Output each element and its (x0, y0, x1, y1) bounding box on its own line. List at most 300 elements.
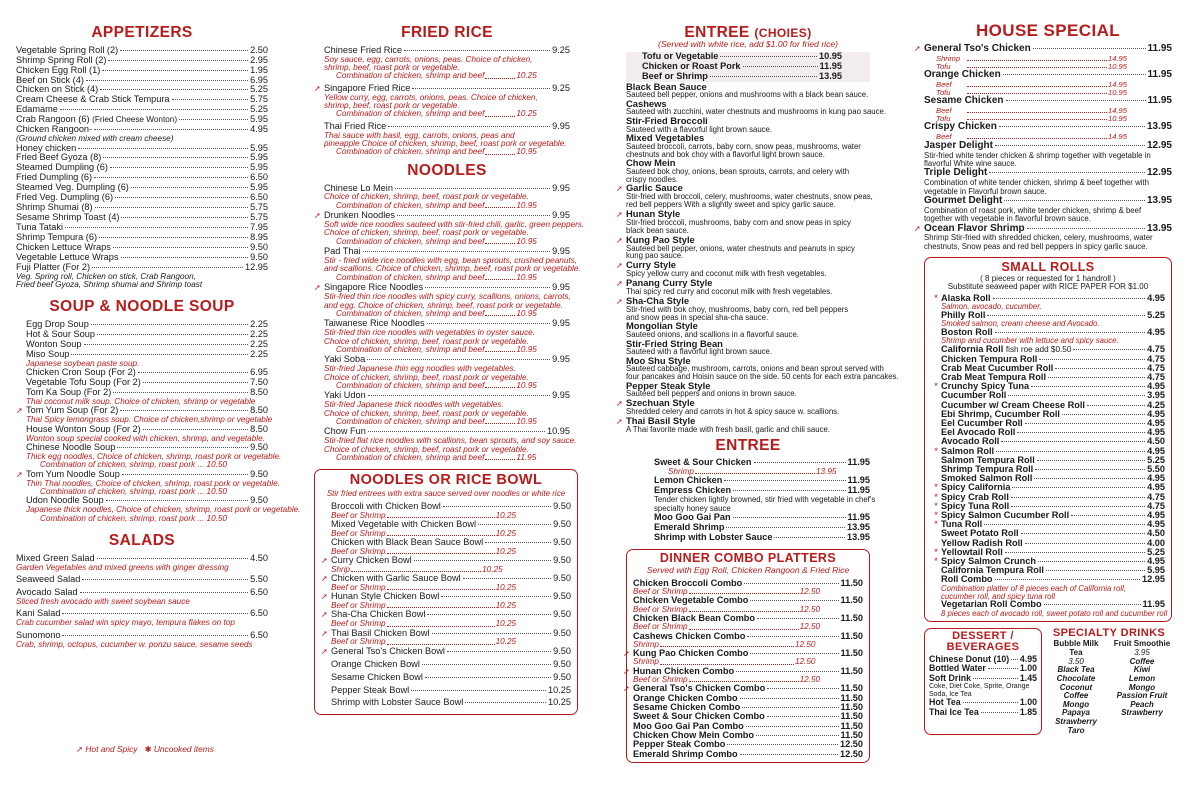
item-price: 13.95 (847, 532, 870, 543)
item-name-text: Chicken Broccoli Combo (633, 577, 743, 588)
entree-style-desc: Sauteed with a flavorful light brown sauce. (626, 124, 773, 134)
dot-leader (756, 735, 839, 736)
combination-price: 10.95 (516, 344, 537, 354)
alt-name: Beef or Shrimp (331, 637, 386, 647)
item-price: 9.50 (553, 591, 571, 602)
small-rolls-box (924, 257, 1172, 621)
item-name-text: Crab Meat Cucumber Roll (941, 362, 1054, 373)
item-name-text: Fried Dumpling (6) (16, 172, 93, 183)
combination-price: 10.25 (516, 71, 537, 81)
item-name-text: California Roll (941, 344, 1004, 355)
dessert-title: DESSERT / (952, 629, 1014, 642)
specialty-title: SPECIALTY DRINKS (1052, 626, 1166, 639)
item-price: 11.95 (1147, 95, 1172, 107)
item-price: 9.50 (553, 627, 571, 638)
specialty-box (1042, 628, 1172, 736)
alt-name: Shrip (331, 564, 351, 574)
entree-style-desc: Sauteed bell peppers and onions in brown sauce. (626, 389, 797, 399)
item-name-text: Chinese Lo Mein (324, 182, 393, 193)
appetizers-list (16, 46, 268, 290)
item-price: 9.95 (552, 182, 570, 193)
item-price: 3.95 (1147, 390, 1165, 401)
item-name-text: Spicy Salmon Crunch (941, 555, 1036, 566)
dot-leader (1011, 506, 1145, 507)
item-description: Thai sauce with basil, egg, carrots, onions, peas and (324, 130, 515, 140)
alt-name: Beef or Shrimp (331, 619, 386, 629)
item-price: 9.25 (552, 82, 570, 93)
smoothie-flavor: Passion Fruit (1116, 691, 1168, 701)
alt-price: 12.50 (794, 639, 816, 649)
item-name-text: Sesame Chicken (924, 95, 1004, 107)
dot-leader (387, 618, 495, 626)
hot-spicy-icon: ➚ (321, 646, 328, 656)
item-name (633, 750, 738, 759)
item-description: Wonton soup special cooked with chicken, shrimp, and vegetable. (26, 433, 265, 443)
item-price: 11.50 (840, 612, 863, 623)
item-name-text: Cucumber Roll (941, 390, 1007, 401)
dot-leader (660, 639, 794, 647)
item-description: Combination platter of 8 pieces each of California roll, (941, 583, 1127, 593)
item-name (331, 647, 445, 657)
item-price: 4.95 (1147, 509, 1165, 520)
item-price: 4.75 (1147, 500, 1165, 511)
combination-text: Combination of chicken, shrimp and beef (336, 380, 485, 390)
combination-price: 10.95 (516, 236, 537, 246)
dot-leader (1001, 441, 1145, 442)
item-price: 9.95 (552, 246, 570, 257)
item-price: 4.95 (1147, 327, 1165, 338)
item-price: 10.95 (819, 51, 842, 62)
dot-leader (117, 447, 248, 448)
combo-title: DINNER COMBO PLATTERS (659, 550, 837, 565)
uncooked-star-icon: * (934, 555, 938, 566)
item-price: 8.95 (250, 231, 268, 242)
item-name-text: Orange Chicken (924, 69, 1001, 81)
hot-spicy-icon: ➚ (616, 261, 623, 271)
item-name-text: Tuna Tataki (16, 222, 63, 233)
alt-name: Beef or Shrimp (331, 583, 386, 593)
menu-item (321, 647, 571, 657)
item-price: 6.50 (250, 608, 268, 619)
entree-style-name: Stir-Fried String Bean (626, 337, 723, 349)
combination-price: 10.95 (516, 200, 537, 210)
combination-text: Combination of chicken, shrimp and beef (336, 147, 485, 157)
item-name-text: Edamame (16, 104, 58, 115)
item-name-text: Shrimp with Lobster Sauce Bowl (331, 697, 464, 708)
combination-line (324, 454, 570, 462)
smoothie-flavor: Strawberry (1121, 708, 1163, 718)
item-name-text: Chicken Tempura Roll (941, 353, 1038, 364)
item-price: 4.25 (1147, 399, 1165, 410)
dot-leader (1048, 377, 1145, 378)
item-name-text: Thai Ice Tea (929, 706, 979, 717)
dot-leader (744, 583, 838, 584)
item-name-text: Cucumber w/ Cream Cheese Roll (941, 399, 1085, 410)
bubble-tea-flavor: Strawberry (1055, 717, 1097, 727)
item-name-text: Vegetarian Roll Combo (941, 599, 1042, 610)
dot-leader (179, 119, 248, 120)
item-name-text: Yaki Udon (324, 390, 366, 401)
dot-leader (727, 744, 838, 745)
item-name-text: Chinese Noodle Soup (26, 442, 116, 453)
item-name-text: Drunken Noodles (324, 210, 395, 221)
item-description: Choice of chicken, shrimp, beef, roast pork or vegetable. (324, 444, 529, 454)
item-price: 4.75 (1147, 362, 1165, 373)
bubble-tea-flavor: Coconut (1059, 682, 1093, 692)
dot-leader (95, 207, 249, 208)
item-price: 12.95 (1146, 139, 1172, 151)
dot-leader (425, 287, 550, 288)
combination-line (324, 202, 570, 210)
dot-leader (967, 53, 1107, 61)
dot-leader (967, 79, 1107, 87)
entree-choies-main: ENTREE (684, 24, 750, 41)
item-name-text: Steamed Dumpling (6) (16, 162, 108, 173)
item-name-text: Pad Thai (324, 246, 361, 257)
item-price: 4.50 (1147, 436, 1165, 447)
column-appetizers (16, 22, 301, 649)
dot-leader (414, 560, 551, 561)
item-name-text: Jasper Delight (924, 139, 993, 151)
item-price: 6.95 (250, 74, 268, 85)
item-name-text: Triple Delight (924, 167, 988, 179)
item-price: 4.75 (1147, 353, 1165, 364)
uncooked-star-icon: * (934, 292, 938, 303)
item-price: 5.25 (1147, 310, 1165, 321)
sub-name: Beef (936, 132, 952, 142)
dot-leader (1021, 533, 1146, 534)
item-description: Stir-fried flat rice noodles with scallions, bean sprouts, and soy sauce. (324, 436, 577, 446)
small-rolls-subtitle2: Substitute seaweed paper with RICE PAPER FOR $1.00 (947, 282, 1149, 292)
item-price: 9.50 (250, 468, 268, 479)
smoothie-flavor: Mongo (1128, 682, 1156, 692)
item-name (331, 698, 463, 708)
dot-leader (62, 613, 248, 614)
item-description: flavorful White wine sauce. (924, 158, 1017, 168)
alt-name: Beef or Shrimp (331, 546, 386, 556)
dot-leader (1071, 515, 1145, 516)
dot-leader (351, 564, 481, 572)
item-price: 4.95 (1147, 555, 1165, 566)
hot-spicy-icon: ➚ (623, 666, 630, 676)
dot-leader (973, 678, 1018, 679)
item-price: 7.50 (250, 377, 268, 388)
item-name-text: Chicken on Stick (4) (16, 84, 99, 95)
smoothie-flavor: Lemon (1128, 673, 1156, 683)
combination-text: Combination of chicken, shrimp and beef (336, 272, 485, 282)
drinks-area (924, 628, 1172, 736)
dot-leader (395, 188, 550, 189)
item-name-text: Tom Yum Soup (For 2) (26, 405, 119, 416)
item-price: 9.50 (553, 671, 571, 682)
item-name (924, 141, 993, 152)
legend-uncooked-label: Uncooked items (153, 744, 214, 754)
alt-name: Beef or Shrimp (633, 587, 688, 597)
entree-price-table (626, 52, 870, 82)
hot-spicy-icon: ➚ (616, 279, 623, 289)
item-price: 9.25 (552, 44, 570, 55)
dot-leader (367, 359, 550, 360)
alt-name: Beef or Shrimp (633, 675, 688, 685)
item-name-text: Shrimp Shumai (8) (16, 202, 93, 213)
hot-spicy-icon: ➚ (616, 210, 623, 220)
noodles-title: NOODLES (407, 161, 487, 179)
dot-leader (478, 524, 551, 525)
item-name-text: Vegetable Tofu Soup (For 2) (26, 377, 141, 388)
combination-text: Combination of chicken, shrimp and beef (336, 452, 485, 462)
dot-leader (94, 129, 248, 130)
dessert-box (924, 628, 1042, 736)
item-name-text: Chicken with Black Bean Sauce Bowl (331, 536, 484, 547)
item-price: 4.95 (250, 124, 268, 135)
item-name-text: Fuji Platter (For 2) (16, 261, 91, 272)
entree-style-name: Garlic Sauce (626, 182, 683, 194)
item-name-text: Spicy Salmon Cucumber Roll (941, 509, 1070, 520)
item-price: 9.50 (250, 251, 268, 262)
item-name-text: Mixed Green Salad (16, 552, 95, 563)
item-price: 11.50 (840, 577, 863, 588)
uncooked-star-icon: * (934, 509, 938, 520)
item-name-text: Spicy California (941, 482, 1011, 493)
item-name-text: Lemon Chicken (654, 475, 723, 486)
item-name-text: General Tso's Chicken Bowl (331, 645, 445, 656)
item-name-text: Chicken Black Bean Combo (633, 612, 756, 623)
dot-leader (1046, 570, 1145, 571)
dot-leader (757, 618, 838, 619)
item-name-text: Singapore Rice Noodles (324, 282, 424, 293)
hot-spicy-icon: ➚ (914, 44, 921, 54)
hot-spicy-icon: ➚ (321, 574, 328, 584)
dot-leader (1012, 487, 1145, 488)
entree-style-desc: red bell peppers With a slightly sweet and spicy garlic sauce. (626, 200, 836, 210)
combination-price: 10.95 (516, 380, 537, 390)
item-name-text: House Wonton Soup (For 2) (26, 423, 141, 434)
appetizers-title: APPETIZERS (91, 24, 193, 41)
dot-leader (754, 462, 846, 463)
menu-item (321, 698, 571, 708)
item-name-text: Ebi Shrimp, Cucumber Roll (941, 408, 1060, 419)
small-rolls-subtitle: ( 8 pieces or requested for 1 handroll ) (980, 273, 1116, 283)
dot-leader (425, 677, 551, 678)
dot-leader (99, 237, 248, 238)
item-price: 5.75 (250, 212, 268, 223)
dot-leader (86, 80, 248, 81)
item-name-text: Crab Meat Tempura Roll (941, 371, 1046, 382)
entree-style-desc: Stir-fried with broccoli, celery, mushrooms, water chestnuts, snow peas, (626, 192, 873, 202)
bubble-tea-flavor: Taro (1067, 725, 1085, 735)
dot-leader (1027, 228, 1145, 229)
dot-leader (1073, 349, 1145, 350)
column-house-special (914, 21, 1172, 735)
item-name-text: Wonton Soup (26, 339, 82, 350)
combination-price: 10.25 (516, 109, 537, 119)
item-price: 10.25 (548, 684, 571, 695)
dot-leader (995, 332, 1146, 333)
sub-price: 14.95 (1108, 132, 1128, 142)
item-name-text: Chinese Fried Rice (324, 44, 403, 55)
item-description: Thai coconut milk soup. Choice of chicken, shrimp or vegetable (26, 397, 256, 407)
dot-leader (106, 500, 248, 501)
entree-title: ENTREE (715, 436, 781, 454)
sub-price: 14.95 (1108, 54, 1128, 64)
item-price: 13.95 (1146, 222, 1172, 234)
menu-item (321, 673, 571, 683)
combination-line (324, 418, 570, 426)
menu-item (929, 708, 1037, 718)
dot-leader (1004, 200, 1145, 201)
uncooked-star-icon: * (934, 546, 938, 557)
item-name-text: Spicy Tuna Roll (941, 500, 1010, 511)
item-price: 12.50 (840, 748, 863, 759)
dot-leader (387, 528, 495, 536)
item-name-text: Steamed Veg. Dumpling (6) (16, 182, 129, 193)
dot-leader (485, 272, 515, 280)
item-price: 9.50 (250, 495, 268, 506)
item-price: 4.95 (1147, 381, 1165, 392)
item-name-text: Sunomono (16, 629, 61, 640)
dot-leader (750, 653, 838, 654)
item-description: Combination of roast pork, white tender chicken, shrimp & beef (924, 205, 1142, 215)
item-price: 11.50 (840, 720, 863, 731)
dot-leader (689, 604, 799, 612)
dot-leader (485, 236, 515, 244)
item-price: 4.95 (1019, 653, 1037, 664)
item-price: 11.95 (1147, 43, 1172, 55)
dot-leader (740, 754, 838, 755)
sub-price: 10.95 (1108, 113, 1128, 123)
item-price: 4.95 (1147, 482, 1165, 493)
dot-leader (103, 157, 248, 158)
item-price: 4.95 (1147, 417, 1165, 428)
dot-leader (747, 636, 838, 637)
dot-leader (963, 702, 1018, 703)
item-price: 9.95 (552, 120, 570, 131)
bubble-tea-title: Bubble Milk Tea (1053, 639, 1099, 658)
item-description: Stir - fried wide rice noodles with egg, bean sprouts, crushed peanuts, (324, 256, 578, 266)
item-name-text: Moo Goo Gai Pan (654, 512, 731, 523)
item-name (929, 708, 979, 718)
item-description: Crab cucumber salad win spicy mayo, tempura flakes on top (16, 618, 235, 628)
small-rolls-title: SMALL ROLLS (1001, 260, 1095, 275)
item-description: Garden Vegetables and mixed greens with ginger dressing (16, 562, 229, 572)
item-name-text: Salmon Tempura Roll (941, 454, 1035, 465)
entree-style-name: Black Bean Sauce (626, 80, 707, 92)
hot-spicy-icon: ➚ (314, 211, 321, 221)
smoothie-flavor: Coffee (1129, 656, 1155, 666)
item-price: 11.50 (840, 692, 863, 703)
combination-line (324, 274, 570, 282)
item-name-text: Udon Noodle Soup (26, 495, 104, 506)
dot-leader (387, 582, 495, 590)
entree-style-name: Kung Pao Style (626, 233, 695, 245)
sub-name: Tofu (936, 87, 951, 97)
alt-name: Shrimp (633, 657, 659, 667)
dot-leader (427, 323, 551, 324)
entree-style-desc: chestnuts and bok choy with a flavorful light brown sauce. (626, 149, 825, 159)
dot-leader (999, 126, 1145, 127)
item-price: 5.95 (250, 152, 268, 163)
noodles-list (314, 182, 585, 464)
item-price: 1.45 (1019, 672, 1037, 683)
item-name-text: Vegetable Spring Roll (2) (16, 44, 119, 55)
dot-leader (78, 148, 248, 149)
entree-style-desc: Stir-fried with bok choy, mushrooms, baby corn, red bell peppers (626, 304, 849, 314)
item-price: 4.75 (1147, 371, 1165, 382)
item-name-text: Singapore Fried Rice (324, 82, 411, 93)
entree-style-desc: Sauteed onions, and scallions in a flavorful sauce. (626, 329, 799, 339)
fried-rice-title: FRIED RICE (401, 24, 493, 41)
item-name-text: Shrimp Tempura Roll (941, 463, 1034, 474)
item-name-text: Chicken Cron Soup (For 2) (26, 367, 136, 378)
house-special-title: HOUSE SPECIAL (975, 21, 1121, 40)
item-description: Stir-fried Japanese thin egg noodles with vegetables. (324, 364, 516, 374)
item-name-text: Shrimp with Lobster Sauce (654, 532, 773, 543)
menu-item (924, 141, 1172, 152)
dot-leader (710, 76, 817, 77)
item-price: 10.25 (548, 697, 571, 708)
item-name-text: Vegetable Lettuce Wraps (16, 251, 119, 262)
item-name-text: Chicken Vegetable Combo (633, 595, 749, 606)
item-name-text: California Tempura Roll (941, 565, 1044, 576)
soup-title: SOUP & NOODLE SOUP (49, 298, 235, 316)
item-price: 12.50 (840, 739, 863, 750)
item-price: 2.50 (250, 44, 268, 55)
dot-leader (967, 105, 1107, 113)
entree-style-desc: Spicy yellow curry and coconut milk with fresh vegetables. (626, 269, 827, 279)
item-price: 5.50 (1147, 463, 1165, 474)
item-price: 8.50 (250, 405, 268, 416)
entree-style-desc: four pancakes and Hoisin sauce on the side. 50 cents for each extra pancakes. (626, 372, 899, 382)
dot-leader (465, 702, 546, 703)
item-description: Sliced fresh avocado with sweet soybean sauce (16, 596, 190, 606)
dot-leader (733, 517, 846, 518)
dot-leader (1025, 423, 1145, 424)
dot-leader (138, 372, 248, 373)
item-description: Soy sauce, egg, carrots, onions, peas. Choice of chicken, (324, 54, 533, 64)
item-price: 4.95 (1147, 408, 1165, 419)
item-description: Combination of chicken, shrimp, roast pork ... 10.50 (40, 460, 228, 470)
item-price: 5.75 (250, 202, 268, 213)
dot-leader (485, 146, 515, 154)
dot-leader (172, 99, 249, 100)
noodle-bowl-subtitle: Stir fried entrees with extra sauce served over noodles or white rice (326, 488, 566, 498)
combination-line (324, 346, 570, 354)
entree-style-desc: black bean sauce. (626, 225, 689, 235)
dot-leader (1017, 432, 1145, 433)
item-price: 4.95 (1147, 519, 1165, 530)
item-name-text: Pepper Steak Combo (633, 739, 726, 750)
entree-style-desc: A Thai favorite made with fresh basil, garlic and chili sauce. (626, 424, 830, 434)
item-price: 2.25 (250, 348, 268, 359)
dot-leader (746, 726, 839, 727)
entree-style-name: Szechuan Style (626, 397, 695, 409)
item-price: 9.50 (553, 658, 571, 669)
dot-leader (411, 690, 546, 691)
item-name-text: Tofu or Vegetable (642, 51, 719, 62)
dot-leader (122, 474, 248, 475)
item-price: 5.95 (250, 114, 268, 125)
item-price: 12.95 (245, 261, 268, 272)
item-name-text: Boston Roll (941, 327, 993, 338)
entree-styles-list (616, 80, 899, 434)
menu-item (929, 674, 1037, 684)
item-description: specialty honey sauce (654, 503, 731, 513)
item-price: 2.25 (250, 319, 268, 330)
entree-style-name: Mixed Vegetables (626, 132, 705, 144)
menu-item (654, 533, 870, 543)
item-name-text: Miso Soup (26, 348, 70, 359)
dot-leader (108, 60, 248, 61)
